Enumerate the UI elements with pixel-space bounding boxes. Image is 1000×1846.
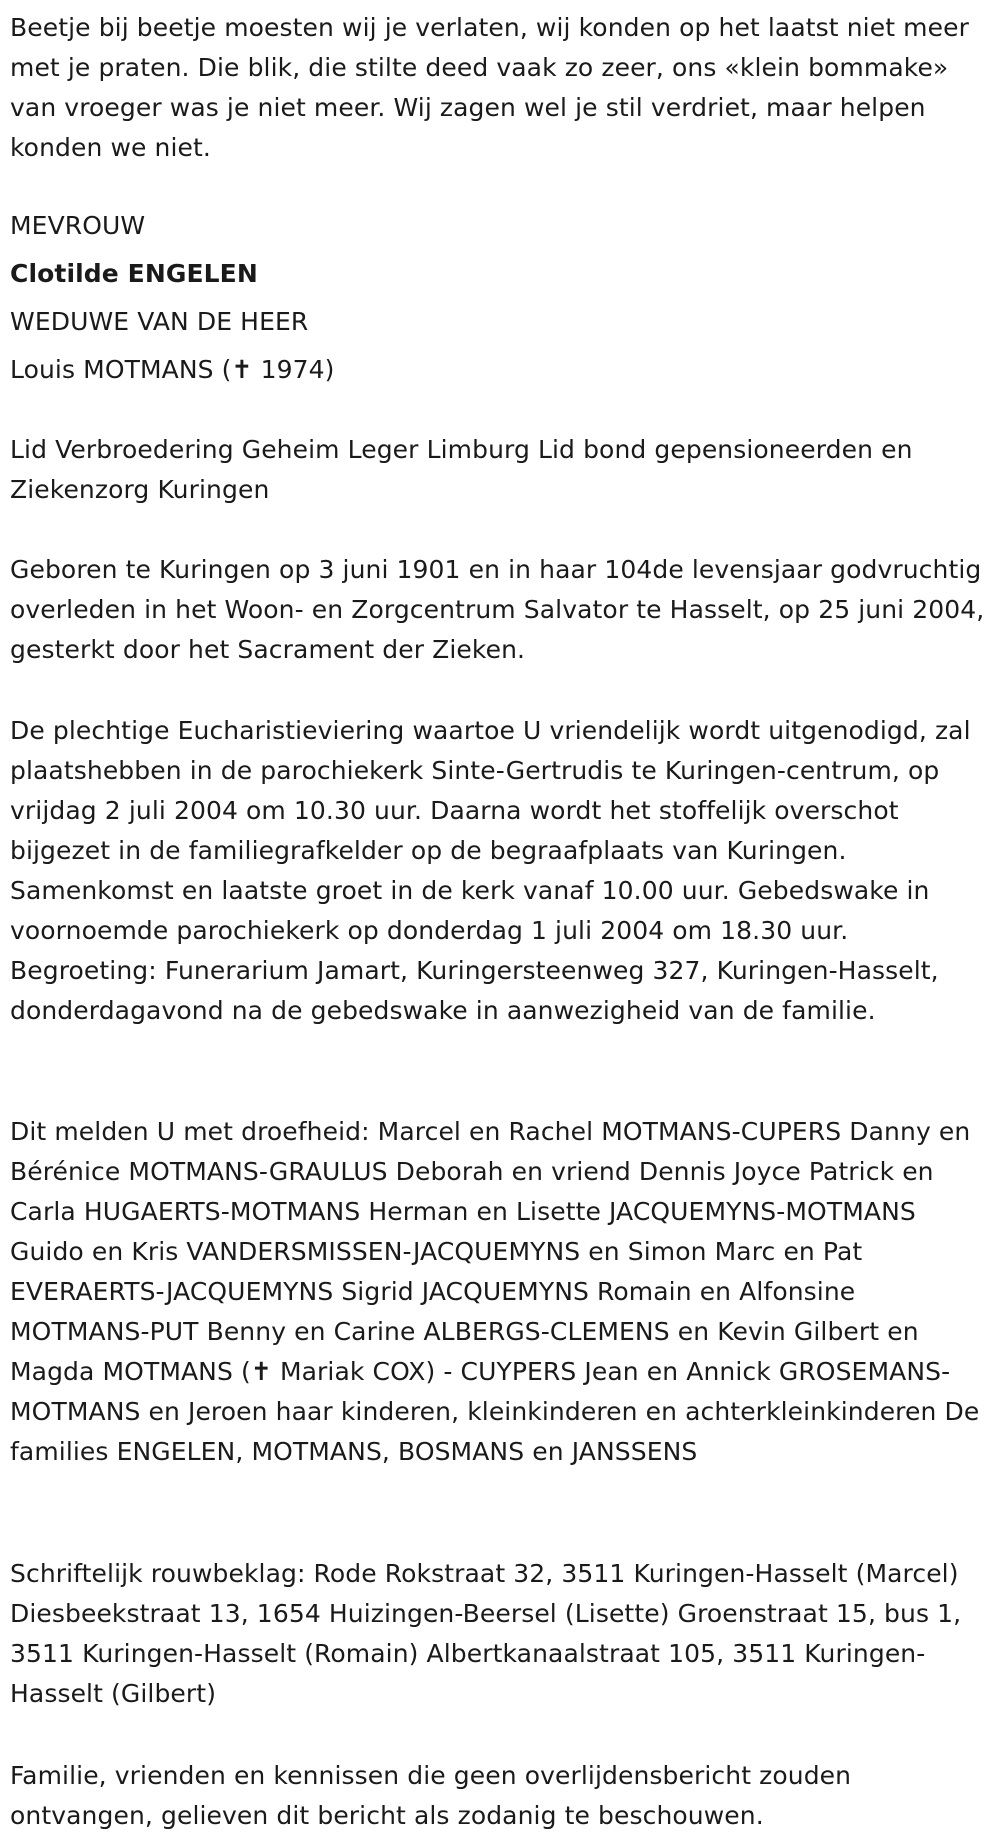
condolences-paragraph: Schriftelijk rouwbeklag: Rode Rokstraat 32, 3511 Kuringen-Hasselt (Marcel) Diesbeekstraat 13, 1654 Huizingen-Beersel (Lisette) Groenstraat 15, bus 1, 3511 Kuringen-Hasselt (Romain) Albertkanaalstraat 105, 3511 Kuringen-Hasselt (Gilbert) [10, 1559, 962, 1708]
widow-of-label: WEDUWE VAN DE HEER [10, 307, 309, 336]
husband-name: Louis MOTMANS (✝ 1974) [10, 355, 335, 384]
closing-paragraph: Familie, vrienden en kennissen die geen overlijdensbericht zouden ontvangen, gelieven dit bericht als zodanig te beschouwen. [10, 1761, 852, 1830]
honorific-title: MEVROUW [10, 211, 146, 240]
birth-death-paragraph: Geboren te Kuringen op 3 juni 1901 en in haar 104de levensjaar godvruchtig overleden in het Woon- en Zorgcentrum Salvator te Hasselt, op 25 juni 2004, gesterkt door het Sacrament der Zieken. [10, 555, 985, 664]
intro-paragraph: Beetje bij beetje moesten wij je verlaten, wij konden op het laatst niet meer met je praten. Die blik, die stilte deed vaak zo zeer, ons «klein bommake» van vroeger was je niet meer. Wij zagen wel je stil verdriet, maar helpen konden we niet. [10, 13, 969, 162]
memberships-paragraph: Lid Verbroedering Geheim Leger Limburg Lid bond gepensioneerden en Ziekenzorg Kuringen [10, 435, 913, 504]
deceased-name: Clotilde ENGELEN [10, 259, 258, 288]
family-paragraph: Dit melden U met droefheid: Marcel en Rachel MOTMANS-CUPERS Danny en Bérénice MOTMANS-GRAULUS Deborah en vriend Dennis Joyce Patrick en Carla HUGAERTS-MOTMANS Herman en Lisette JACQUEMYNS-MOTMANS Guido en Kris VANDERSMISSEN-JACQUEMYNS en Simon Marc en Pat EVERAERTS-JACQUEMYNS Sigrid JACQUEMYNS Romain en Alfonsine MOTMANS-PUT Benny en Carine ALBERGS-CLEMENS en Kevin Gilbert en Magda MOTMANS (✝ Mariak COX) - CUYPERS Jean en Annick GROSEMANS-MOTMANS en Jeroen haar kinderen, kleinkinderen en achterkleinkinderen De families ENGELEN, MOTMANS, BOSMANS en JANSSENS [10, 1117, 980, 1466]
funeral-paragraph: De plechtige Eucharistieviering waartoe U vriendelijk wordt uitgenodigd, zal plaatshebben in de parochiekerk Sinte-Gertrudis te Kuringen-centrum, op vrijdag 2 juli 2004 om 10.30 uur. Daarna wordt het stoffelijk overschot bijgezet in de familiegrafkelder op de begraafplaats van Kuringen. Samenkomst en laatste groet in de kerk vanaf 10.00 uur. Gebedswake in voornoemde parochiekerk op donderdag 1 juli 2004 om 18.30 uur. Begroeting: Funerarium Jamart, Kuringersteenweg 327, Kuringen-Hasselt, donderdagavond na de gebedswake in aanwezigheid van de familie. [10, 716, 971, 1025]
